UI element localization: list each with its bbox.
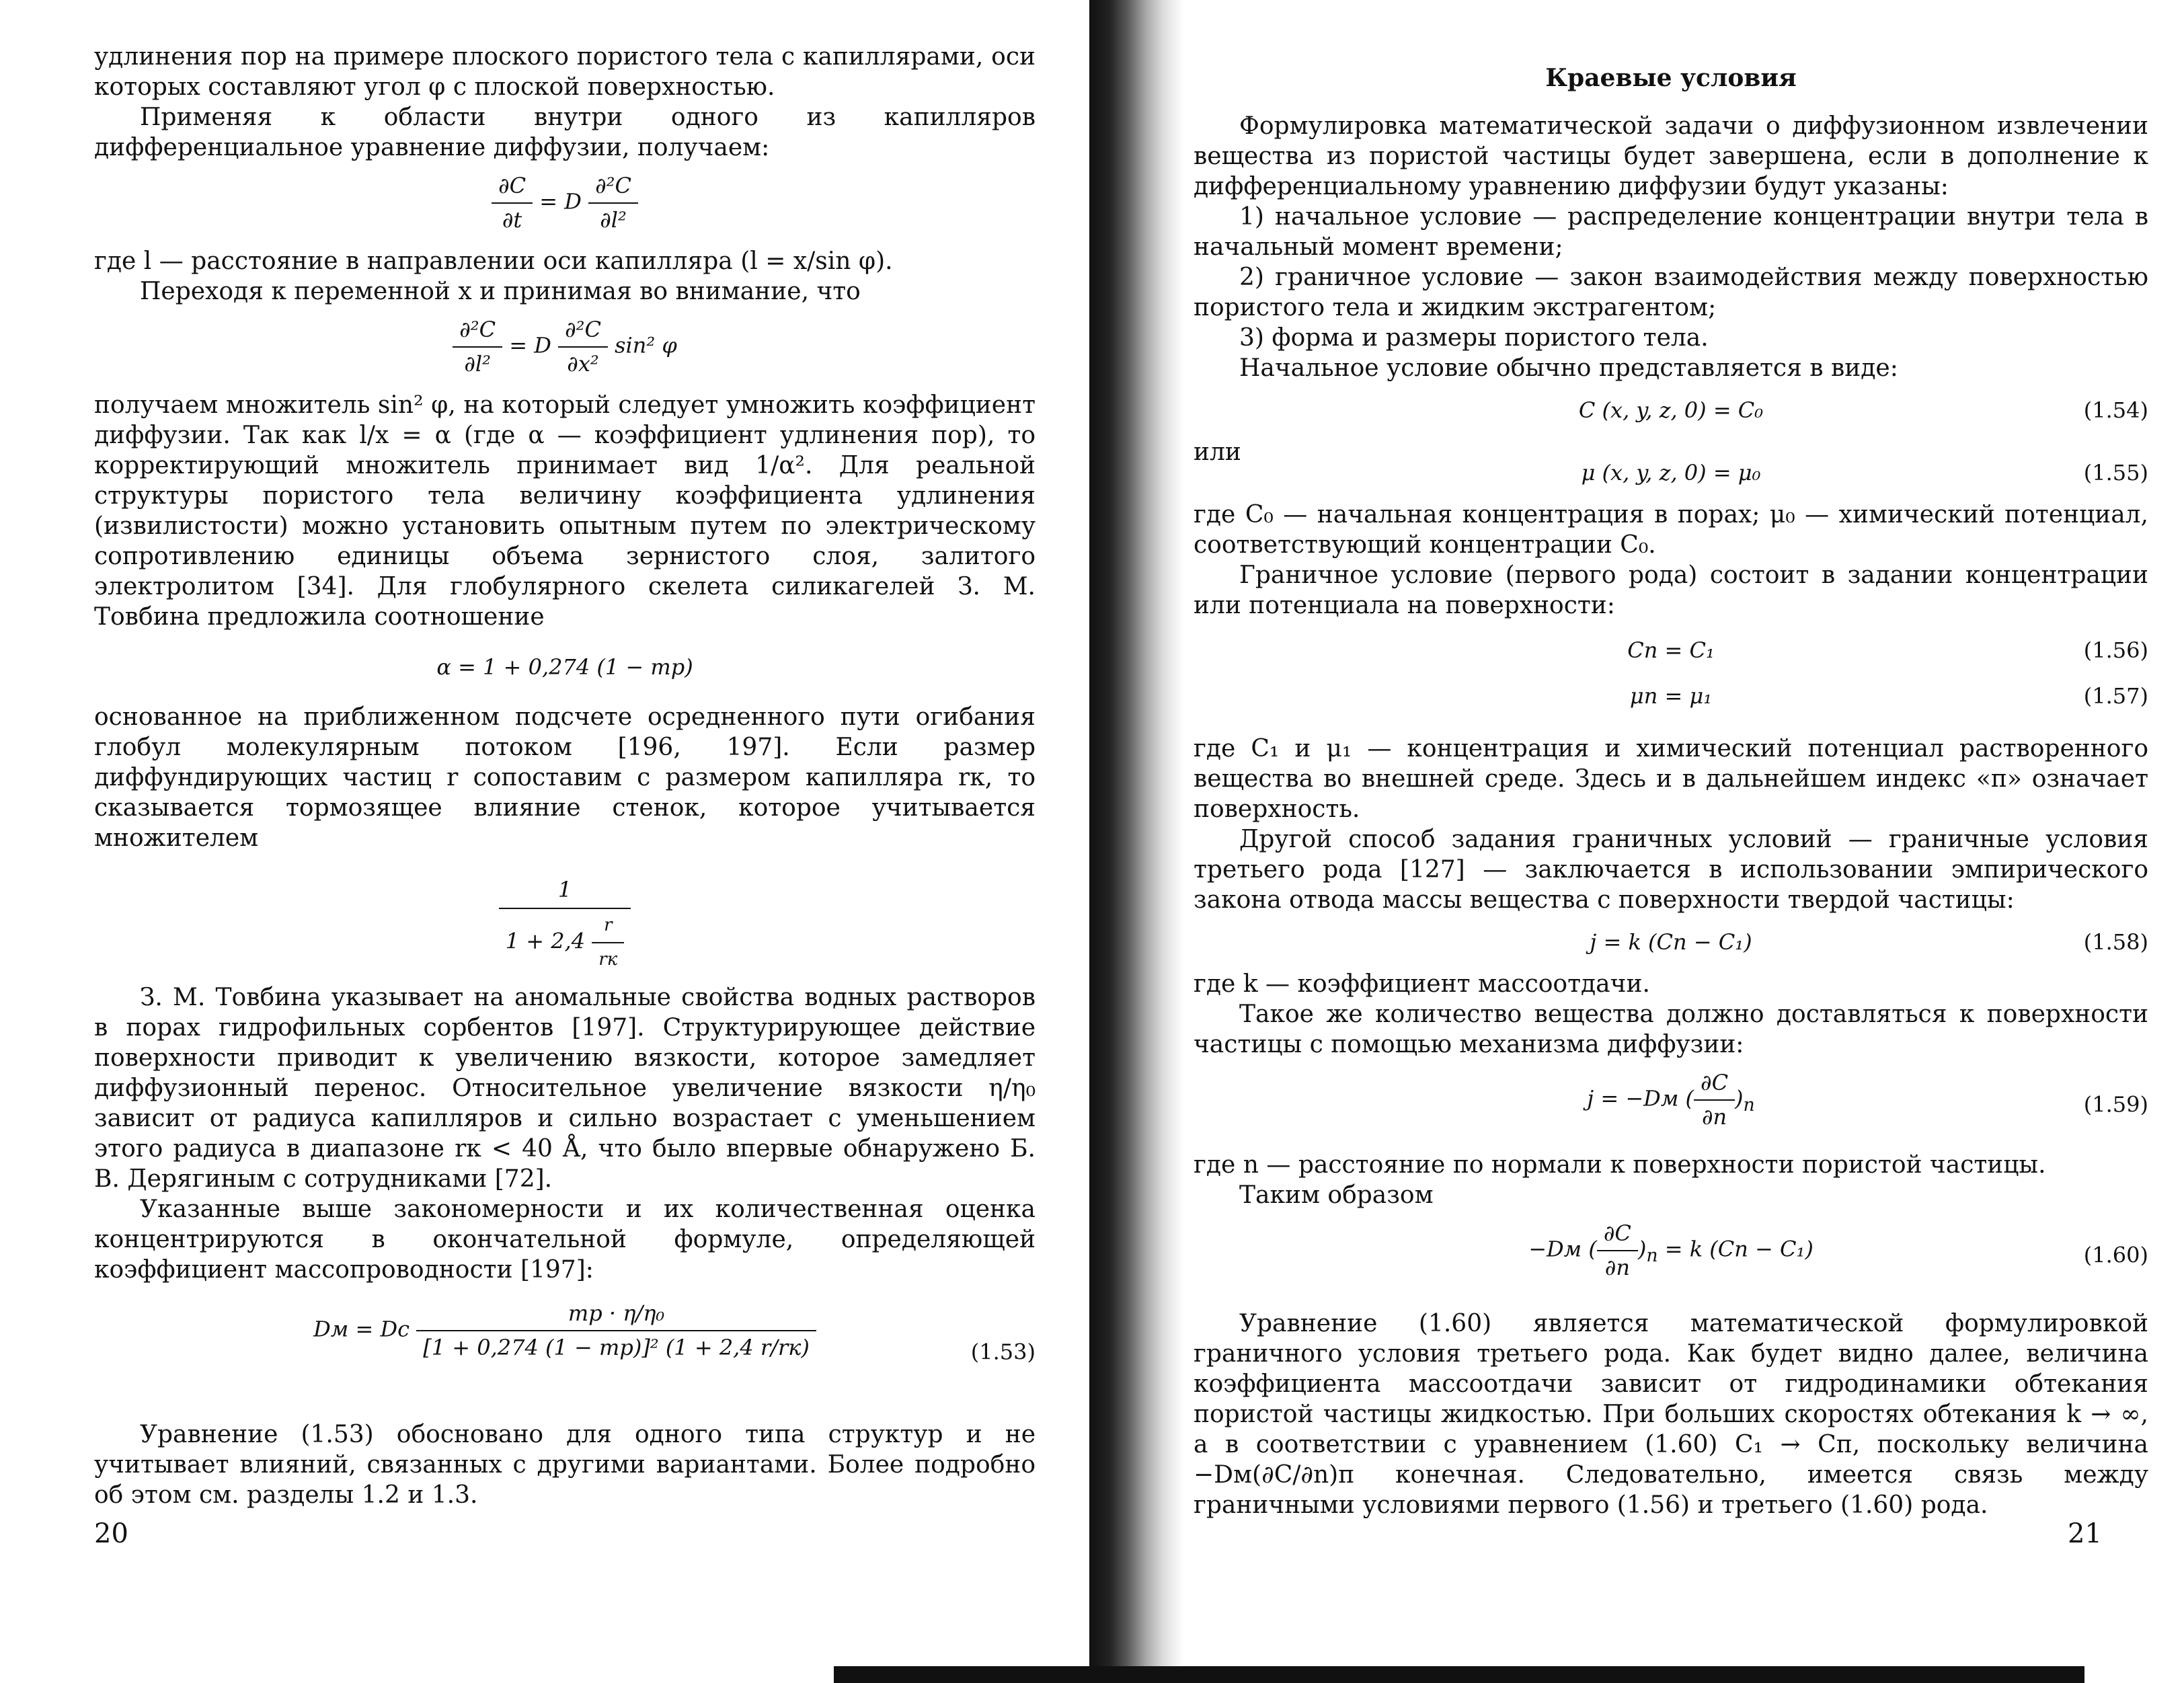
- right-paragraph-14: Уравнение (1.60) является математической формулировкой граничного условия третьего рода. Как будет видно далее, величина коэффициента массоотдачи зависит от гидродинамики обтекания пористой частицы жидкостью. При больших скоростях обтекания k → ∞, а в соответствии с уравнением (1.60) C₁ → Cп, поскольку величина −Dм(∂C/∂n)п конечная. Следовательно, имеется связь между граничными условиями первого (1.56) и третьего (1.60) рода.: [1194, 1310, 2148, 1519]
- right-paragraph-or: или: [1194, 438, 1241, 466]
- section-heading: Краевые условия: [1545, 64, 1797, 92]
- right-page: [1089, 0, 2184, 1683]
- formula-1-56: Cп = C₁ (1.56): [1627, 637, 2148, 663]
- right-paragraph-5: Начальное условие обычно представляется в виде:: [1239, 354, 1898, 382]
- left-page: [0, 0, 1089, 1683]
- right-paragraph-4: 3) форма и размеры пористого тела.: [1239, 324, 1709, 352]
- right-paragraph-12: где n — расстояние по нормали к поверхности пористой частицы.: [1194, 1151, 2046, 1179]
- left-paragraph-2: Применяя к области внутри одного из капилляров дифференциальное уравнение диффузии, получаем:: [94, 104, 1036, 161]
- left-paragraph-6: основанное на приближенном подсчете осредненного пути огибания глобул молекулярным потоком [196, 197]. Если размер диффундирующих частиц r сопоставим с размером капилляра rк, то сказывается тормозящее влияние стенок, которое учитывается множителем: [94, 703, 1036, 852]
- formula-diffusion: $\frac{\partial C}{\partial t}$ = D $\frac{\text{∂²C}}{\text{∂l²}}$: [94, 171, 1036, 238]
- formula-1-54: C (x, y, z, 0) = C₀ (1.54): [1578, 397, 2148, 423]
- left-paragraph-8: Указанные выше закономерности и их количественная оценка концентрируются в окончательной формуле, определяющей коэффициент массопроводности [197]:: [94, 1196, 1036, 1284]
- left-paragraph-5: получаем множитель sin² φ, на который следует умножить коэффициент диффузии. Так как l/x = α (где α — коэффициент удлинения пор), то корректирующий множитель принимает вид 1/α². Для реальной структуры пористого тела величину коэффициента удлинения (извилистости) можно установить опытным путем по электрическому сопротивлению единицы объема зернистого слоя, залитого электролитом [34]. Для глобулярного скелета силикагелей З. М. Товбина предложила соотношение: [94, 391, 1036, 631]
- right-paragraph-2: 1) начальное условие — распределение концентрации внутри тела в начальный момент времени;: [1194, 203, 2148, 261]
- right-paragraph-6: где C₀ — начальная концентрация в порах; μ₀ — химический потенциал, соответствующий концентрации C₀.: [1194, 501, 2148, 559]
- formula-wall-factor: 1 1 + 2,4 $\frac{r}{rк}$: [94, 861, 1036, 962]
- formula-alpha: α = 1 + 0,274 (1 − mр): [436, 654, 693, 680]
- right-paragraph-10: где k — коэффициент массоотдачи.: [1194, 970, 1650, 998]
- equation-number: (1.53): [970, 1339, 1036, 1365]
- formula-transform: $\frac{\text{∂²C}}{\text{∂l²}}$ = D $\frac{\text{∂²C}}{\text{∂x²}}$ sin² φ: [94, 315, 1036, 382]
- page-number-right: 21: [2068, 1518, 2102, 1549]
- left-paragraph-1: удлинения пор на примере плоского пористого тела с капиллярами, оси которых составляют угол φ с плоской поверхностью.: [94, 43, 1036, 101]
- left-paragraph-4: Переходя к переменной x и принимая во внимание, что: [140, 278, 861, 305]
- left-paragraph-3: где l — расстояние в направлении оси капилляра (l = x/sin φ).: [94, 247, 893, 275]
- formula-1-58: j = k (Cп − C₁) (1.58): [1590, 929, 2148, 955]
- formula-1-53: Dм = Dс $\frac{\text{mр · η/η₀}}{\text{[1 + 0,274 (1 − mр)]² (1 + 2,4 r/rк)}}$ (1.53): [94, 1298, 1036, 1406]
- right-paragraph-3: 2) граничное условие — закон взаимодействия между поверхностью пористого тела и жидким экстрагентом;: [1194, 264, 2148, 321]
- formula-1-60: −Dм ( $\frac{\partial C}{\partial n}$ )$_п = k$ (Cп − C₁) (1.60): [1194, 1218, 2148, 1292]
- right-paragraph-11: Такое же количество вещества должно доставляться к поверхности частицы с помощью механизма диффузии:: [1194, 1001, 2148, 1058]
- right-paragraph-1: Формулировка математической задачи о диффузионном извлечении вещества из пористой частицы будет завершена, если в дополнение к дифференциальному уравнению диффузии будут указаны:: [1194, 112, 2148, 200]
- formula-1-55: μ (x, y, z, 0) = μ₀ (1.55): [1581, 460, 2148, 485]
- left-paragraph-7: З. М. Товбина указывает на аномальные свойства водных растворов в порах гидрофильных сорбентов [197]. Структурирующее действие поверхности приводит к увеличению вязкости, которое замедляет диффузионный перенос. Относительное увеличение вязкости η/η₀ зависит от радиуса капилляров и сильно возрастает с уменьшением этого радиуса в диапазоне rк < 40 Å, что было впервые обнаружено Б. В. Дерягиным с сотрудниками [72].: [94, 984, 1036, 1193]
- right-paragraph-8: где C₁ и μ₁ — концентрация и химический потенциал растворенного вещества во внешней среде. Здесь и в дальнейшем индекс «п» означает поверхность.: [1194, 735, 2148, 823]
- formula-1-57: μп = μ₁ (1.57): [1629, 683, 2148, 709]
- right-paragraph-13: Таким образом: [1239, 1181, 1434, 1209]
- formula-1-59: j = −Dм ( $\frac{\partial C}{\partial n}$ )$_п$ (1.59): [1194, 1068, 2148, 1142]
- right-paragraph-7: Граничное условие (первого рода) состоит в задании концентрации или потенциала на поверхности:: [1194, 561, 2148, 619]
- left-page-text: [94, 42, 1036, 1510]
- right-page-text: [1194, 63, 2148, 1520]
- page-number-left: 20: [94, 1518, 128, 1549]
- left-paragraph-9: Уравнение (1.53) обосновано для одного типа структур и не учитывает влияний, связанных с другими вариантами. Более подробно об этом см. разделы 1.2 и 1.3.: [94, 1421, 1036, 1509]
- right-paragraph-9: Другой способ задания граничных условий — граничные условия третьего рода [127] — заключается в использовании эмпирического закона отвода массы вещества с поверхности твердой частицы:: [1194, 826, 2148, 914]
